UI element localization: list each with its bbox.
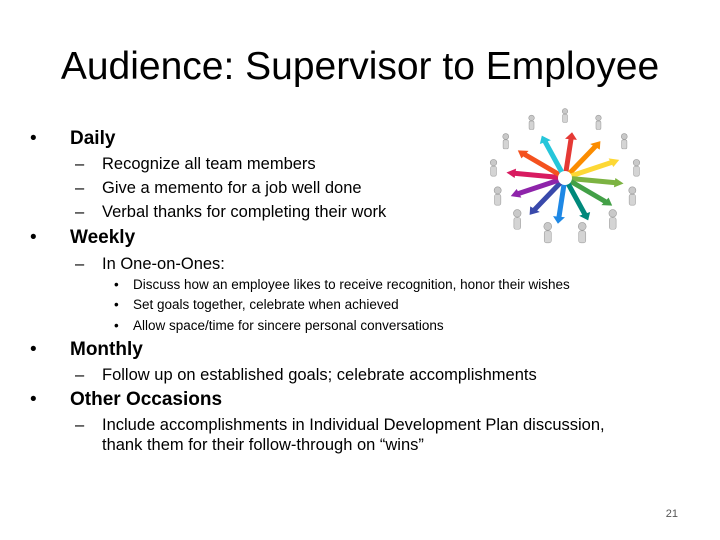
person-figure bbox=[609, 210, 617, 230]
page-number: 21 bbox=[665, 508, 678, 520]
bullet-marker: • bbox=[30, 389, 37, 410]
arrow-head bbox=[614, 178, 624, 187]
center-hub bbox=[558, 171, 572, 185]
person-figure bbox=[503, 134, 509, 149]
daily-item-1: – Recognize all team members bbox=[75, 155, 316, 173]
bullet-daily-label: Daily bbox=[70, 128, 116, 149]
bullet-monthly bbox=[30, 338, 143, 362]
person-figure bbox=[629, 187, 636, 205]
team-circle-arrows-icon bbox=[478, 100, 653, 258]
person-figure bbox=[562, 109, 567, 123]
arrow-head bbox=[506, 169, 516, 178]
weekly-subitem-3: • Allow space/time for sincere personal conversations bbox=[114, 318, 444, 333]
arrow-head bbox=[553, 216, 565, 224]
monthly-item-1: – Follow up on established goals; celebrate accomplishments bbox=[75, 366, 537, 384]
person-figure bbox=[621, 134, 627, 149]
bullet-weekly-label: Weekly bbox=[70, 227, 136, 248]
other-occasions-item-1: – Include accomplishments in Individual Development Plan discussion, bbox=[75, 416, 605, 434]
bullet-monthly-label: Monthly bbox=[70, 339, 143, 360]
bullet-marker: • bbox=[30, 339, 37, 360]
person-figure bbox=[544, 222, 552, 242]
arrow-shaft bbox=[573, 179, 615, 183]
daily-item-2: – Give a memento for a job well done bbox=[75, 179, 362, 197]
weekly-subitem-2: • Set goals together, celebrate when achieved bbox=[114, 297, 399, 312]
person-figure bbox=[529, 115, 535, 129]
arrow-shaft bbox=[515, 173, 557, 177]
bullet-weekly bbox=[30, 226, 136, 250]
other-occasions-item-1-continued: thank them for their follow-through on “wins” bbox=[102, 436, 424, 454]
weekly-subitem-1: • Discuss how an employee likes to receive recognition, honor their wishes bbox=[114, 277, 570, 292]
slide-title: Audience: Supervisor to Employee bbox=[60, 45, 660, 88]
person-figure bbox=[494, 187, 501, 205]
person-figure bbox=[633, 159, 640, 176]
bullet-other-occasions-label: Other Occasions bbox=[70, 389, 223, 410]
person-figure bbox=[578, 222, 586, 242]
arrow-shaft bbox=[566, 139, 571, 172]
daily-item-3: – Verbal thanks for completing their work bbox=[75, 203, 387, 221]
arrow-shaft bbox=[559, 184, 564, 217]
weekly-subheading: – In One-on-Ones: bbox=[75, 255, 225, 273]
bullet-marker: • bbox=[30, 128, 37, 149]
bullet-other-occasions bbox=[30, 388, 223, 412]
person-figure bbox=[596, 115, 602, 129]
bullet-daily bbox=[30, 127, 116, 151]
person-figure bbox=[513, 210, 521, 230]
person-figure bbox=[490, 159, 497, 176]
bullet-marker: • bbox=[30, 227, 37, 248]
arrow-head bbox=[565, 132, 577, 140]
